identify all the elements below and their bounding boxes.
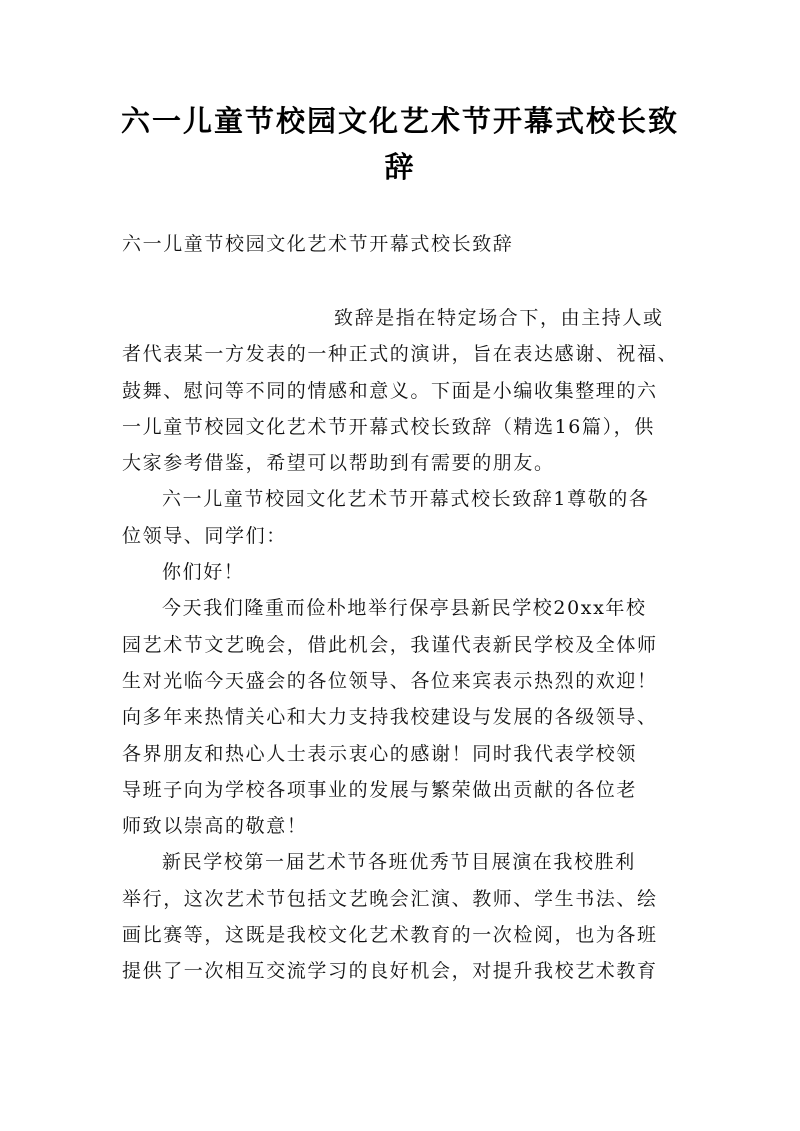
text-line: 致辞是指在特定场合下，由主持人或 <box>334 307 664 329</box>
text-line: 导班子向为学校各项事业的发展与繁荣做出贡献的各位老 <box>122 778 638 801</box>
title-line-1: 六一儿童节校园文化艺术节开幕式校长致 <box>120 104 679 138</box>
text-line: 师致以崇高的敬意！ <box>122 815 308 838</box>
text-line: 六一儿童节校园文化艺术节开幕式校长致辞1尊敬的各 <box>162 488 650 511</box>
document-body <box>122 300 684 990</box>
text-line: 向多年来热情关心和大力支持我校建设与发展的各级领导、 <box>122 706 658 729</box>
text-line: 画比赛等，这既是我校文化艺术教育的一次检阅，也为各班 <box>122 924 658 947</box>
text-line: 新民学校第一届艺术节各班优秀节目展演在我校胜利 <box>162 851 636 874</box>
text-line: 园艺术节文艺晚会，借此机会，我谨代表新民学校及全体师 <box>122 633 658 656</box>
text-line: 鼓舞、慰问等不同的情感和意义。下面是小编收集整理的六 <box>122 379 658 402</box>
text-line: 你们好！ <box>162 561 245 584</box>
title-line-2: 辞 <box>384 150 416 184</box>
text-line: 位领导、同学们： <box>122 524 287 547</box>
text-line: 大家参考借鉴，希望可以帮助到有需要的朋友。 <box>122 452 555 475</box>
text-line: 一儿童节校园文化艺术节开幕式校长致辞（精选16篇），供 <box>122 415 655 438</box>
text-line: 提供了一次相互交流学习的良好机会，对提升我校艺术教育 <box>122 960 658 983</box>
text-line: 各界朋友和热心人士表示衷心的感谢！同时我代表学校领 <box>122 742 638 765</box>
text-line: 举行，这次艺术节包括文艺晚会汇演、教师、学生书法、绘 <box>122 887 658 910</box>
text-line: 生对光临今天盛会的各位领导、各位来宾表示热烈的欢迎！ <box>122 669 658 692</box>
text-line: 今天我们隆重而俭朴地举行保亭县新民学校20xx年校 <box>162 597 647 620</box>
text-line: 者代表某一方发表的一种正式的演讲，旨在表达感谢、祝福、 <box>122 343 679 366</box>
document-subtitle: 六一儿童节校园文化艺术节开幕式校长致辞 <box>122 233 514 255</box>
document-title <box>120 98 680 190</box>
